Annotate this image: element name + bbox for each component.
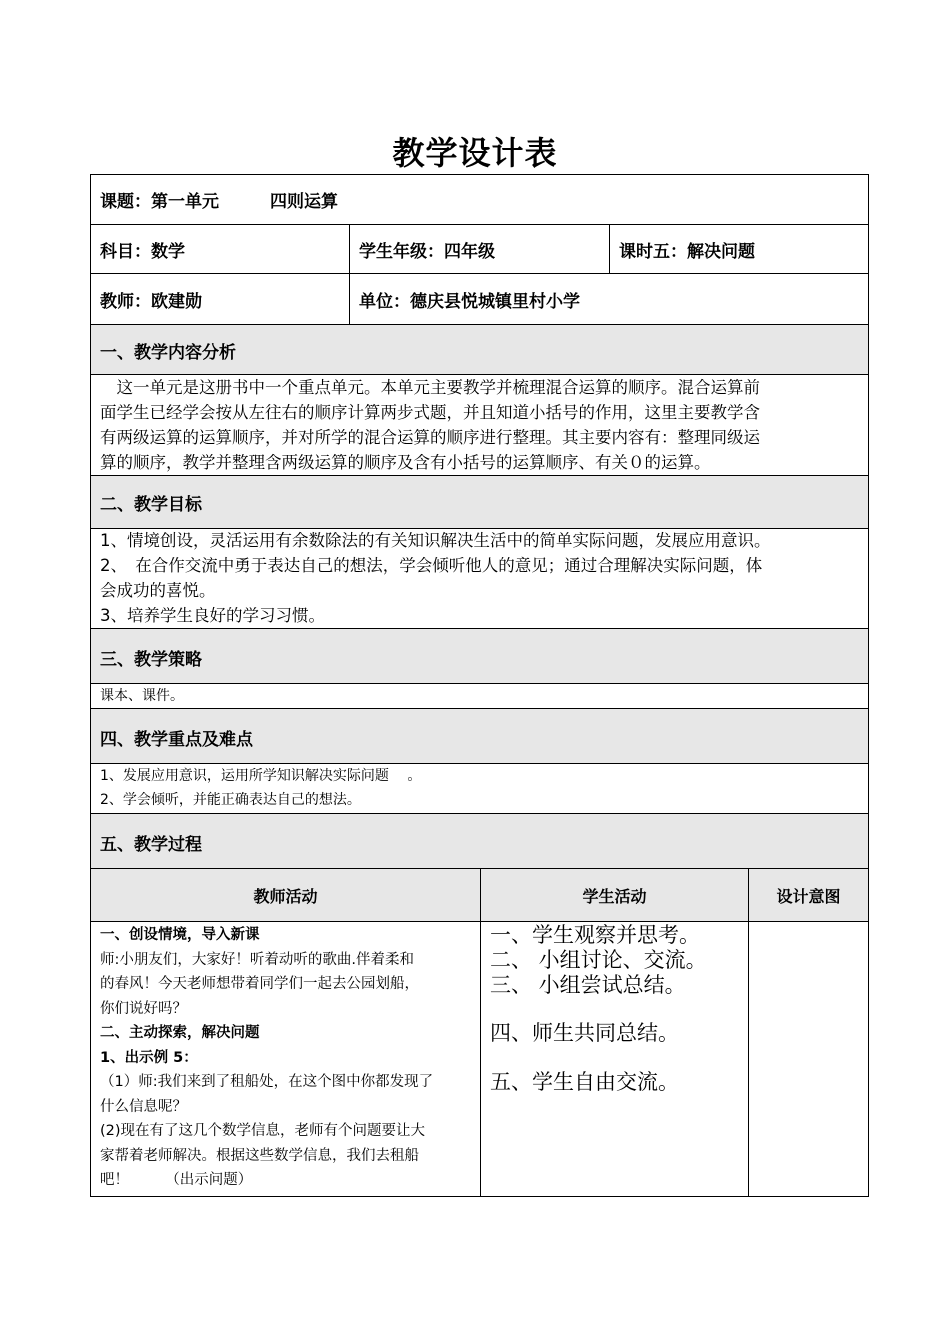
student-line: 二、 小组讨论、交流。 <box>490 948 707 972</box>
lesson-cell: 课时五：解决问题 <box>619 241 755 262</box>
teacher-line: (2)现在有了这几个数学信息，老师有个问题要让大 <box>100 1123 426 1139</box>
teacher-line: 一、创设情境，导入新课 <box>100 927 260 943</box>
divider <box>480 868 481 1197</box>
objective-item: 1、情境创设，灵活运用有余数除法的有关知识解决生活中的简单实际问题，发展应用意识。 <box>100 531 771 550</box>
section-bg-process <box>91 814 868 868</box>
section-title-content: 一、教学内容分析 <box>100 343 236 363</box>
paragraph-line: 这一单元是这册书中一个重点单元。本单元主要教学并梳理混合运算的顺序。混合运算前 <box>100 378 760 397</box>
section-title-strategy: 三、教学策略 <box>100 650 202 670</box>
objective-item: 会成功的喜悦。 <box>100 581 216 600</box>
page-title: 教学设计表 <box>392 134 558 172</box>
rule <box>90 475 869 476</box>
teacher-activity-cell <box>100 923 474 1193</box>
rule <box>90 708 869 709</box>
rule <box>90 813 869 814</box>
column-header-intent: 设计意图 <box>776 887 841 906</box>
unit-cell: 单位：德庆县悦城镇里村小学 <box>359 291 580 312</box>
teacher-cell: 教师：欧建勋 <box>100 291 202 312</box>
student-line: 四、师生共同总结。 <box>490 1021 679 1045</box>
teacher-line: 1、出示例 5： <box>100 1049 198 1066</box>
rule <box>90 324 869 325</box>
teacher-line: 吧！ （出示问题） <box>100 1172 253 1188</box>
section-title-objectives: 二、教学目标 <box>100 495 202 515</box>
student-line: 三、 小组尝试总结。 <box>490 973 686 997</box>
teacher-line: 你们说好吗？ <box>100 1000 187 1017</box>
subject-cell: 科目：数学 <box>100 241 185 262</box>
section-title-keypoints: 四、教学重点及难点 <box>100 730 253 750</box>
section-title-process: 五、教学过程 <box>100 835 202 855</box>
paragraph-line: 面学生已经学会按从左往右的顺序计算两步式题，并且知道小括号的作用，这里主要教学含 <box>100 403 760 422</box>
section-bg-strategy <box>91 629 868 683</box>
student-line: 一、学生观察并思考。 <box>490 923 700 947</box>
student-activity-cell <box>490 923 707 1095</box>
grade-cell: 学生年级：四年级 <box>359 241 495 262</box>
topic-cell: 课题：第一单元 四则运算 <box>100 192 338 212</box>
strategy-text: 课本、课件。 <box>100 688 184 704</box>
rule <box>90 683 869 684</box>
divider <box>748 868 749 1197</box>
teacher-line: 二、主动探索，解决问题 <box>100 1025 260 1041</box>
teacher-line: 的春风！今天老师想带着同学们一起去公园划船， <box>100 976 419 992</box>
teacher-line: 什么信息呢？ <box>100 1098 187 1115</box>
keypoints-text <box>100 764 421 812</box>
teacher-line: （1）师:我们来到了租船处，在这个图中你都发现了 <box>100 1074 434 1090</box>
teacher-line: 家帮着老师解决。根据这些数学信息，我们去租船 <box>100 1147 419 1164</box>
objective-item: 2、 在合作交流中勇于表达自己的想法，学会倾听他人的意见；通过合理解决实际问题，体 <box>100 556 763 575</box>
paragraph-line: 算的顺序，教学并整理含两级运算的顺序及含有小括号的运算顺序、有关０的运算。 <box>100 453 711 472</box>
column-header-teacher: 教师活动 <box>253 887 318 906</box>
keypoint-item: 2、学会倾听，并能正确表达自己的想法。 <box>100 792 361 808</box>
paragraph-line: 有两级运算的运算顺序，并对所学的混合运算的顺序进行整理。其主要内容有：整理同级运 <box>100 428 760 447</box>
student-line: 五、学生自由交流。 <box>490 1070 679 1094</box>
teacher-line: 师:小朋友们，大家好！听着动听的歌曲.伴着柔和 <box>100 951 414 968</box>
column-header-student: 学生活动 <box>582 887 647 906</box>
keypoint-item: 1、发展应用意识，运用所学知识解决实际问题 。 <box>100 768 422 784</box>
content-analysis-text <box>100 375 862 475</box>
objectives-text <box>100 528 868 628</box>
section-bg-objectives <box>91 476 868 528</box>
rule <box>90 628 869 629</box>
objective-item: 3、培养学生良好的学习习惯。 <box>100 606 325 625</box>
